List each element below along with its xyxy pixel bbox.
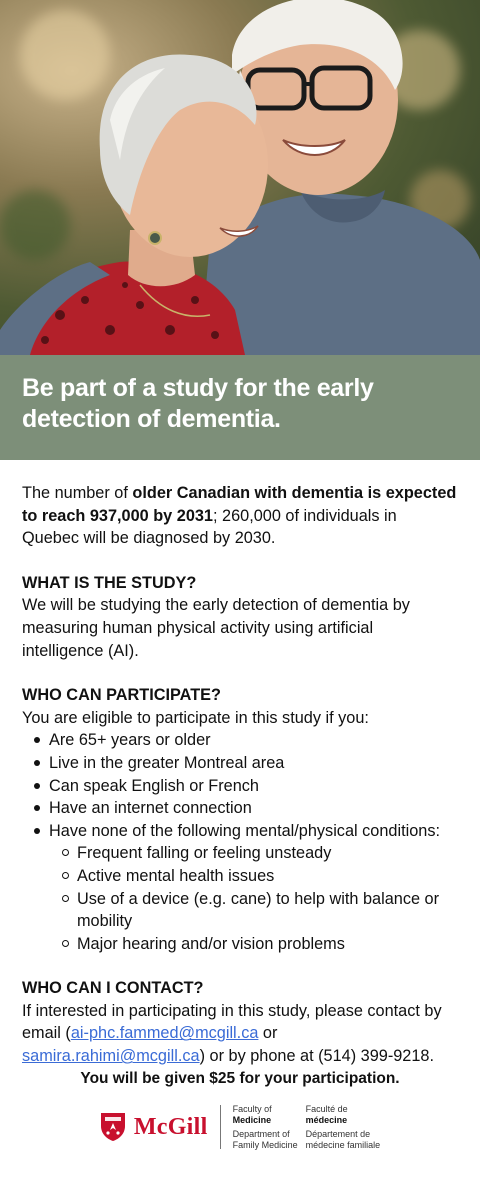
faculty-fr (306, 1104, 381, 1150)
faculty-en-line1: Faculty of (232, 1104, 272, 1115)
dept-en-line1: Department of (232, 1129, 290, 1140)
list-item: Have an internet connection (49, 797, 458, 820)
dept-fr-line2: médecine familiale (305, 1139, 381, 1150)
mcgill-shield-icon (100, 1112, 126, 1142)
study-text: We will be studying the early detection of dementia by measuring human physical activity using artificial intelligence (AI). (22, 596, 410, 660)
headline-banner (0, 355, 480, 460)
contact-text-pre: If interested in participating in this study, please contact by email ( (22, 1001, 442, 1043)
contact-text (22, 1000, 458, 1068)
intro-text-bold: older Canadian with dementia is expected to reach 937,000 by 2031 (22, 484, 457, 525)
participate-heading: WHO CAN PARTICIPATE? (22, 686, 221, 705)
sub-list-item: Use of a device (e.g. cane) to help with balance or mobility (77, 888, 458, 933)
list-item: Live in the greater Montreal area (49, 752, 458, 775)
participate-lead: You are eligible to participate in this study if you: (22, 708, 369, 727)
faculty-en (233, 1104, 298, 1150)
contact-text-post: ) or by phone at (514) 399-9218. (199, 1047, 434, 1066)
contact-heading: WHO CAN I CONTACT? (22, 979, 204, 998)
faculty-fr-line1: Faculté de (305, 1104, 348, 1115)
couple-illustration (0, 0, 480, 355)
intro-paragraph (22, 482, 458, 550)
list-item (49, 820, 458, 956)
intro-text-post: ; 260,000 of individuals in Quebec will be diagnosed by 2030. (22, 506, 397, 548)
faculty-en-line2: Medicine (232, 1114, 272, 1125)
sub-list-item: Major hearing and/or vision problems (77, 933, 458, 956)
list-item: Are 65+ years or older (49, 729, 458, 752)
intro-text-pre: The number of (22, 484, 133, 502)
body-content (0, 460, 480, 1150)
hero-photo (0, 0, 480, 355)
dept-fr-line1: Département de (305, 1129, 371, 1140)
dept-en-line2: Family Medicine (232, 1139, 298, 1150)
sub-list-item: Frequent falling or feeling unsteady (77, 842, 458, 865)
headline: Be part of a study for the early detection of dementia. (22, 374, 374, 433)
mcgill-logo (22, 1104, 458, 1150)
email-link-1[interactable]: ai-phc.fammed@mcgill.ca (70, 1024, 259, 1043)
conditions-lead: Have none of the following mental/physical conditions: (49, 821, 440, 840)
sub-list-item: Active mental health issues (77, 865, 458, 888)
email-link-2[interactable]: samira.rahimi@mcgill.ca (22, 1047, 200, 1066)
eligibility-list (22, 729, 458, 955)
study-heading: WHAT IS THE STUDY? (22, 573, 197, 592)
logo-divider (220, 1105, 221, 1149)
list-item: Can speak English or French (49, 775, 458, 798)
conditions-sublist (49, 842, 458, 955)
mcgill-wordmark: McGill (133, 1113, 208, 1140)
faculty-fr-line2: médecine (305, 1114, 348, 1125)
contact-text-mid: or (258, 1024, 278, 1043)
incentive-text: You will be given $25 for your participation. (80, 1069, 400, 1087)
